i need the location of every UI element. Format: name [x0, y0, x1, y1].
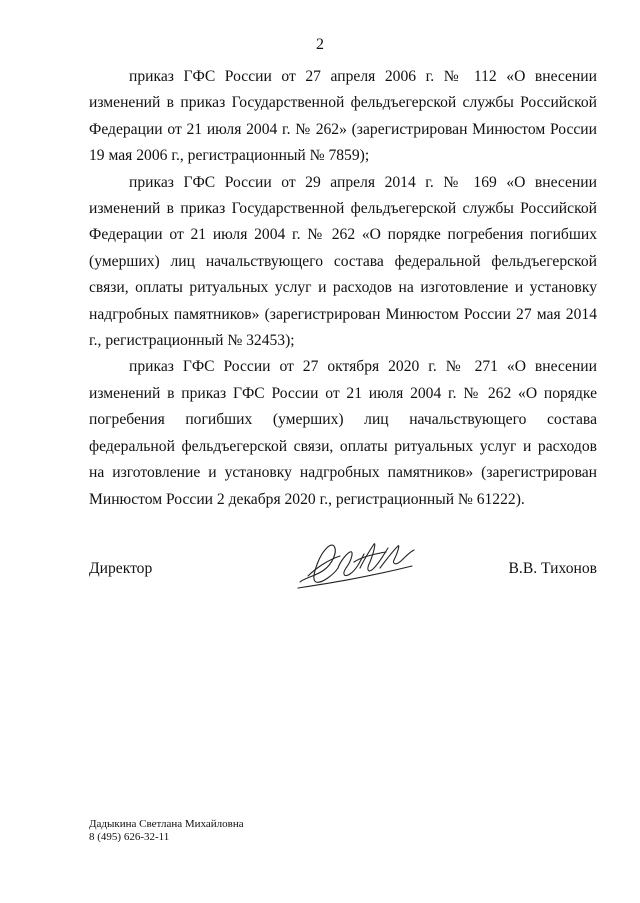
signatory-title: Директор [89, 560, 153, 577]
page-number: 2 [316, 36, 324, 53]
executor-phone: 8 (495) 626-32-11 [89, 831, 170, 843]
executor-name: Дадыкина Светлана Михайловна [89, 818, 244, 830]
signatory-name: В.В. Тихонов [508, 560, 597, 577]
paragraph-order-2020: приказ ГФС России от 27 октября 2020 г. № 271 «О внесении изменений в приказ ГФС России от 21 июля 2004 г. № 262 «О порядке погребения погибших (умерших) лиц начальствующего состава федеральной фельдъегерской связи, оплаты ритуальных услуг и расходов на изготовление и установку надгробных памятников» (зарегистрирован Минюстом России 2 декабря 2020 г., регистрационный № 61222). [89, 358, 597, 508]
paragraph-order-2014: приказ ГФС России от 29 апреля 2014 г. № 169 «О внесении изменений в приказ Государственной фельдъегерской службы Российской Федерации от 21 июля 2004 г. № 262 «О порядке погребения погибших (умерших) лиц начальствующего состава федеральной фельдъегерской связи, оплаты ритуальных услуг и расходов на изготовление и установку надгробных памятников» (зарегистрирован Минюстом России 27 мая 2014 г., регистрационный № 32453); [89, 173, 597, 350]
paragraph-order-2006: приказ ГФС России от 27 апреля 2006 г. № 112 «О внесении изменений в приказ Государственной фельдъегерской службы Российской Федерации от 21 июля 2004 г. № 262» (зарегистрирован Минюстом России 19 мая 2006 г., регистрационный № 7859); [89, 68, 597, 165]
handwritten-signature-icon [294, 538, 418, 594]
document-body [89, 64, 597, 513]
executor-info [89, 818, 244, 844]
